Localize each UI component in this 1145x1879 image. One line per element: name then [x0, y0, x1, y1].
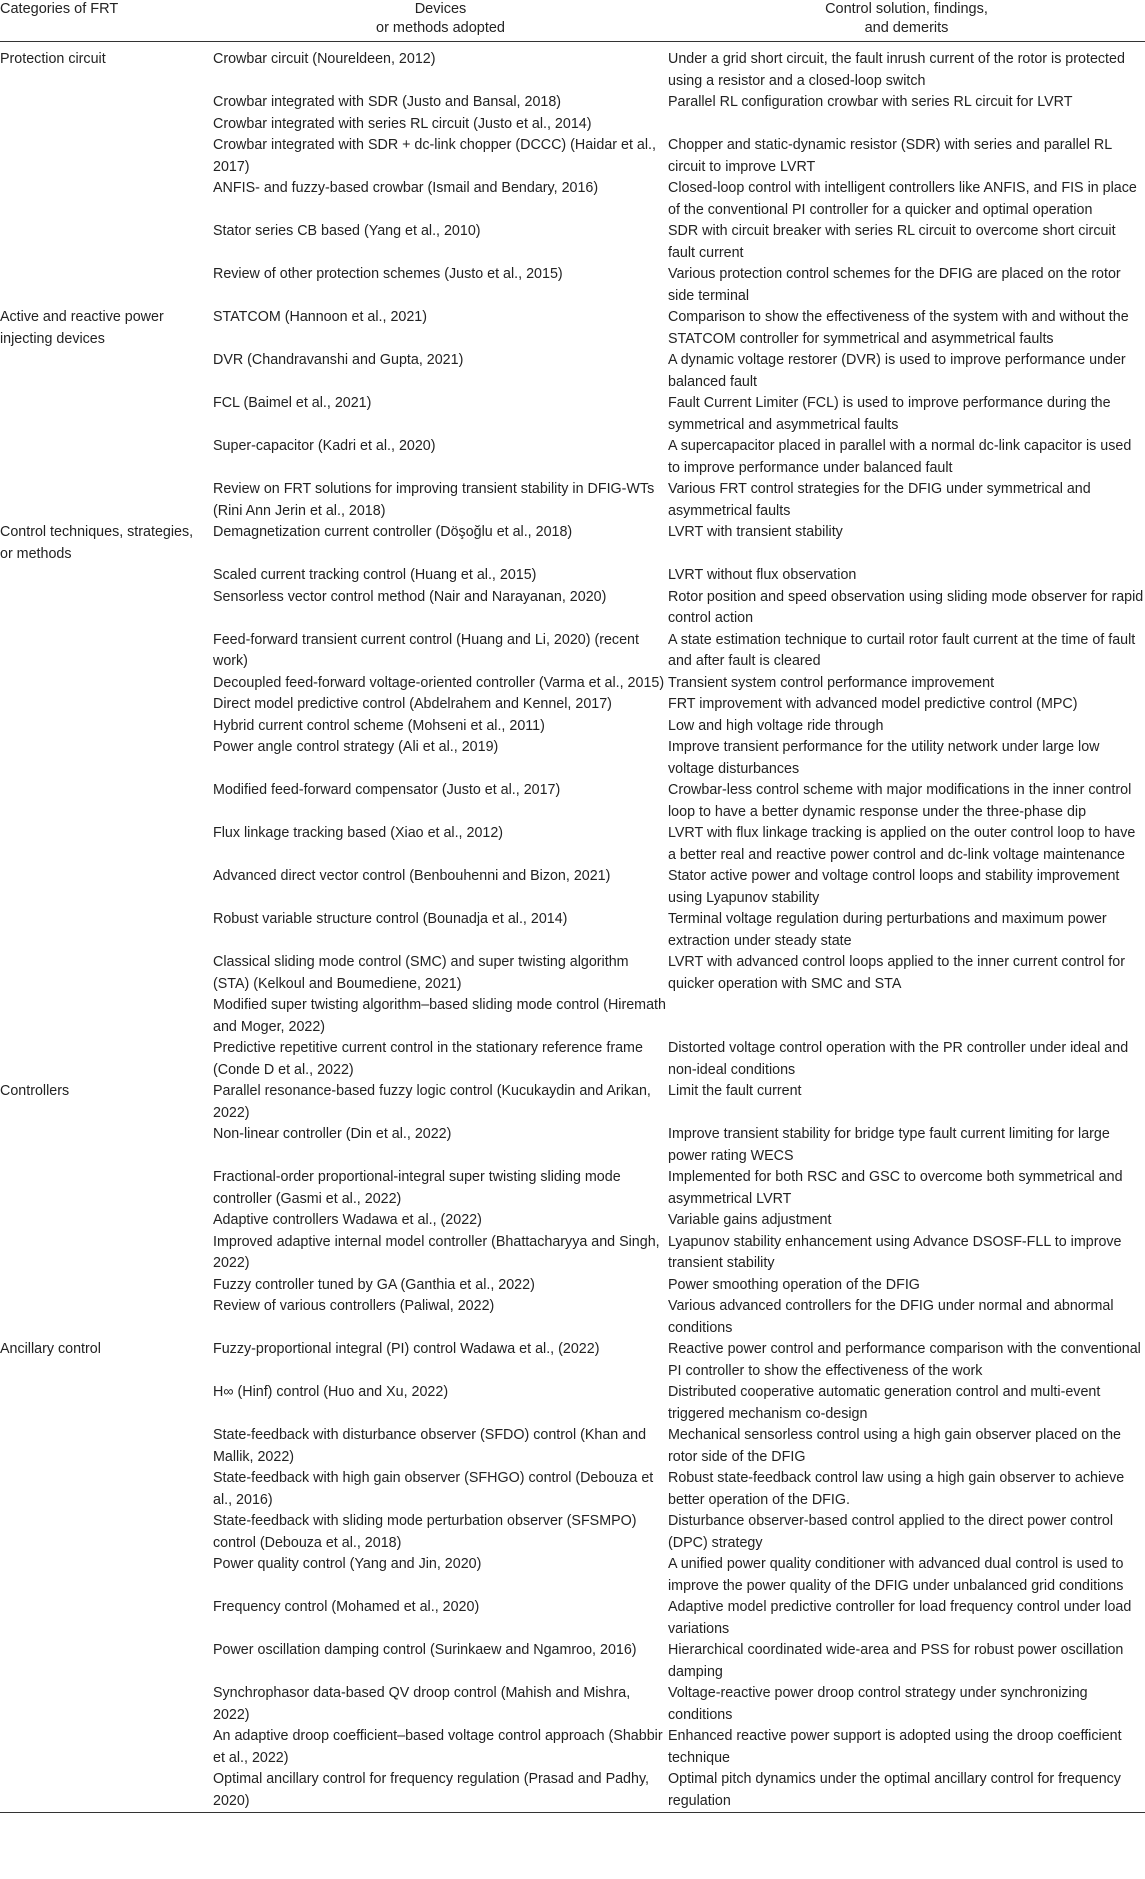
table-row: [0, 780, 1145, 823]
device-cell: Power oscillation damping control (Surinkaew and Ngamroo, 2016): [213, 1642, 637, 1658]
table-row: [0, 1382, 1145, 1425]
device-cell: Hybrid current control scheme (Mohseni et al., 2011): [213, 717, 545, 734]
device-cell: Fuzzy-proportional integral (PI) control Wadawa et al., (2022): [213, 1341, 600, 1357]
device-cell: Power angle control strategy (Ali et al., 2019): [213, 739, 499, 755]
device-cell: Improved adaptive internal model controller (Bhattacharyya and Singh, 2022): [213, 1233, 660, 1271]
table-header: [0, 0, 1145, 42]
device-cell: Optimal ancillary control for frequency regulation (Prasad and Padhy, 2020): [213, 1769, 668, 1813]
solution-cell: Lyapunov stability enhancement using Advance DSOSF-FLL to improve transient stability: [668, 1233, 1122, 1271]
device-cell: Adaptive controllers Wadawa et al., (2022): [213, 1212, 482, 1228]
table-row: [0, 565, 1145, 587]
category-cell: [0, 630, 213, 673]
header-categories: [0, 0, 213, 42]
device-cell: Crowbar integrated with SDR (Justo and Bansal, 2018): [213, 94, 562, 110]
device-cell: Decoupled feed-forward voltage-oriented controller (Varma et al., 2015): [213, 674, 665, 691]
table-row: [0, 1124, 1145, 1167]
device-cell: Modified super twisting algorithm–based sliding mode control (Hiremath and Moger, 2022): [213, 997, 666, 1035]
solution-cell: Implemented for both RSC and GSC to overcome both symmetrical and asymmetrical LVRT: [668, 1169, 1123, 1207]
device-cell: Demagnetization current controller (Döşoğlu et al., 2018): [213, 524, 573, 540]
table-row: [0, 135, 1145, 178]
device-cell: Non-linear controller (Din et al., 2022): [213, 1126, 452, 1142]
category-cell: [0, 1769, 213, 1813]
device-cell: Sensorless vector control method (Nair and Narayanan, 2020): [213, 588, 607, 605]
solution-cell: Comparison to show the effectiveness of the system with and without the STATCOM controller for symmetrical and asymmetrical faults: [668, 309, 1129, 347]
category-cell: [0, 393, 213, 436]
table-row: [0, 952, 1145, 995]
category-cell: [0, 909, 213, 952]
table-row: [0, 1769, 1145, 1813]
solution-cell: Limit the fault current: [668, 1083, 802, 1099]
table-row: [0, 630, 1145, 673]
solution-cell: Parallel RL configuration crowbar with series RL circuit for LVRT: [668, 94, 1073, 110]
device-cell: Review of various controllers (Paliwal, 2022): [213, 1298, 495, 1314]
table-row: [0, 716, 1145, 738]
device-cell: H∞ (Hinf) control (Huo and Xu, 2022): [213, 1384, 449, 1400]
header-categories-line: Categories of FRT: [0, 1, 119, 17]
category-cell: [0, 436, 213, 479]
table-body: [0, 42, 1145, 1813]
category-cell: [0, 1640, 213, 1683]
table-row: [0, 479, 1145, 522]
solution-cell: Improve transient stability for bridge type fault current limiting for large power rating WECS: [668, 1126, 1110, 1164]
solution-cell: Various advanced controllers for the DFIG under normal and abnormal conditions: [668, 1298, 1114, 1336]
category-cell: [0, 1554, 213, 1597]
category-cell: [0, 1296, 213, 1339]
solution-cell: Distributed cooperative automatic generation control and multi-event triggered mechanism co-design: [668, 1384, 1101, 1422]
device-cell: An adaptive droop coefficient–based voltage control approach (Shabbir et al., 2022): [213, 1728, 663, 1766]
category-cell: [0, 114, 213, 136]
table-row: [0, 995, 1145, 1038]
category-cell: [0, 1425, 213, 1468]
solution-cell: Various protection control schemes for the DFIG are placed on the rotor side terminal: [668, 266, 1121, 304]
solution-cell: Reactive power control and performance comparison with the conventional PI controller to show the effectiveness of the work: [668, 1341, 1141, 1379]
table-row: [0, 1232, 1145, 1275]
table-row: [0, 1296, 1145, 1339]
header-devices-line-1: Devices: [414, 1, 467, 17]
solution-cell: FRT improvement with advanced model predictive control (MPC): [668, 696, 1078, 712]
category-cell: Control techniques, strategies, or methods: [0, 524, 194, 562]
table-row: [0, 1640, 1145, 1683]
table-row: [0, 221, 1145, 264]
header-control-solution-line-2: and demerits: [864, 20, 949, 36]
table-row: [0, 350, 1145, 393]
table-row: [0, 1425, 1145, 1468]
category-cell: [0, 565, 213, 587]
device-cell: Crowbar integrated with SDR + dc-link chopper (DCCC) (Haidar et al., 2017): [213, 137, 656, 175]
device-cell: Predictive repetitive current control in the stationary reference frame (Conde D et al., 2022): [213, 1040, 643, 1078]
solution-cell: Variable gains adjustment: [668, 1212, 832, 1228]
table-row: [0, 909, 1145, 952]
table-row: [0, 92, 1145, 114]
table-row: [0, 737, 1145, 780]
device-cell: State-feedback with disturbance observer (SFDO) control (Khan and Mallik, 2022): [213, 1427, 647, 1465]
table-row: [0, 178, 1145, 221]
device-cell: Direct model predictive control (Abdelrahem and Kennel, 2017): [213, 696, 612, 712]
solution-cell: A dynamic voltage restorer (DVR) is used to improve performance under balanced fault: [668, 352, 1126, 390]
category-cell: [0, 1275, 213, 1297]
category-cell: [0, 1726, 213, 1769]
solution-cell: Optimal pitch dynamics under the optimal ancillary control for frequency regulation: [668, 1769, 1145, 1813]
header-control-solution-line-1: Control solution, findings,: [825, 1, 988, 17]
solution-cell: Terminal voltage regulation during perturbations and maximum power extraction under steady state: [668, 911, 1107, 949]
header-devices-line-2: or methods adopted: [376, 20, 505, 36]
solution-cell: LVRT with transient stability: [668, 524, 843, 540]
table-row: [0, 1038, 1145, 1081]
category-cell: [0, 1468, 213, 1511]
solution-cell: Distorted voltage control operation with the PR controller under ideal and non-ideal conditions: [668, 1040, 1129, 1078]
category-cell: [0, 1597, 213, 1640]
table-row: [0, 823, 1145, 866]
solution-cell: Under a grid short circuit, the fault inrush current of the rotor is protected using a resistor and a closed-loop switch: [668, 51, 1125, 89]
solution-cell: Adaptive model predictive controller for load frequency control under load variations: [668, 1599, 1132, 1637]
table-row: [0, 393, 1145, 436]
category-cell: [0, 823, 213, 866]
category-cell: [0, 1232, 213, 1275]
solution-cell: Rotor position and speed observation using sliding mode observer for rapid control action: [668, 588, 1144, 626]
solution-cell: Crowbar-less control scheme with major modifications in the inner control loop to have a better dynamic response under the three-phase dip: [668, 782, 1132, 820]
category-cell: Controllers: [0, 1083, 70, 1099]
device-cell: Review on FRT solutions for improving transient stability in DFIG-WTs (Rini Ann Jerin et al., 2018): [213, 481, 655, 519]
device-cell: Synchrophasor data-based QV droop control (Mahish and Mishra, 2022): [213, 1685, 631, 1723]
solution-cell: Stator active power and voltage control loops and stability improvement using Lyapunov stability: [668, 868, 1120, 906]
device-cell: Crowbar circuit (Noureldeen, 2012): [213, 51, 436, 67]
solution-cell: SDR with circuit breaker with series RL circuit to overcome short circuit fault current: [668, 223, 1116, 261]
solution-cell: Hierarchical coordinated wide-area and PSS for robust power oscillation damping: [668, 1642, 1124, 1680]
device-cell: Frequency control (Mohamed et al., 2020): [213, 1599, 480, 1615]
solution-cell: Enhanced reactive power support is adopted using the droop coefficient technique: [668, 1728, 1122, 1766]
solution-cell: A state estimation technique to curtail rotor fault current at the time of fault and after fault is cleared: [668, 631, 1136, 669]
device-cell: Crowbar integrated with series RL circuit (Justo et al., 2014): [213, 115, 592, 132]
category-cell: [0, 1210, 213, 1232]
category-cell: Active and reactive power injecting devices: [0, 309, 164, 347]
solution-cell: LVRT with flux linkage tracking is applied on the outer control loop to have a better real and reactive power control and dc-link voltage maintenance: [668, 825, 1136, 863]
solution-cell: A supercapacitor placed in parallel with a normal dc-link capacitor is used to improve performance under balanced fault: [668, 438, 1132, 476]
table-row: [0, 673, 1145, 695]
device-cell: Fuzzy controller tuned by GA (Ganthia et al., 2022): [213, 1276, 535, 1293]
table-row: [0, 42, 1145, 93]
solution-cell: LVRT with advanced control loops applied to the inner current control for quicker operation with SMC and STA: [668, 954, 1125, 992]
solution-cell: Fault Current Limiter (FCL) is used to improve performance during the symmetrical and asymmetrical faults: [668, 395, 1111, 433]
category-cell: [0, 1167, 213, 1210]
header-control-solution: [668, 0, 1145, 42]
table-row: [0, 1081, 1145, 1124]
table-row: [0, 1597, 1145, 1640]
table-row: [0, 1210, 1145, 1232]
device-cell: Flux linkage tracking based (Xiao et al., 2012): [213, 825, 504, 841]
device-cell: State-feedback with sliding mode perturbation observer (SFSMPO) control (Debouza et al., 2018): [213, 1513, 637, 1551]
device-cell: State-feedback with high gain observer (SFHGO) control (Debouza et al., 2016): [213, 1470, 654, 1508]
category-cell: [0, 716, 213, 738]
category-cell: [0, 952, 213, 995]
solution-cell: [668, 114, 1145, 136]
category-cell: Protection circuit: [0, 51, 106, 67]
table-row: [0, 264, 1145, 307]
solution-cell: A unified power quality conditioner with advanced dual control is used to improve the power quality of the DFIG under unbalanced grid conditions: [668, 1556, 1124, 1594]
table-row: [0, 436, 1145, 479]
table-row: [0, 114, 1145, 136]
table-row: [0, 1275, 1145, 1297]
device-cell: Stator series CB based (Yang et al., 2010): [213, 223, 481, 239]
category-cell: [0, 1382, 213, 1425]
table-row: [0, 1468, 1145, 1511]
category-cell: [0, 587, 213, 630]
device-cell: DVR (Chandravanshi and Gupta, 2021): [213, 352, 464, 368]
device-cell: Review of other protection schemes (Justo et al., 2015): [213, 266, 563, 282]
category-cell: [0, 350, 213, 393]
solution-cell: Transient system control performance improvement: [668, 674, 995, 691]
solution-cell: Mechanical sensorless control using a high gain observer placed on the rotor side of the DFIG: [668, 1427, 1122, 1465]
solution-cell: Voltage-reactive power droop control strategy under synchronizing conditions: [668, 1685, 1088, 1723]
solution-cell: [668, 995, 1145, 1038]
device-cell: Robust variable structure control (Bounadja et al., 2014): [213, 911, 568, 927]
category-cell: [0, 1038, 213, 1081]
category-cell: [0, 694, 213, 716]
category-cell: [0, 92, 213, 114]
table-row: [0, 587, 1145, 630]
category-cell: [0, 673, 213, 695]
solution-cell: Improve transient performance for the utility network under large low voltage disturbances: [668, 739, 1100, 777]
device-cell: STATCOM (Hannoon et al., 2021): [213, 309, 428, 325]
header-row: [0, 0, 1145, 42]
device-cell: Parallel resonance-based fuzzy logic control (Kucukaydin and Arikan, 2022): [213, 1083, 651, 1121]
device-cell: Power quality control (Yang and Jin, 2020): [213, 1556, 482, 1572]
category-cell: Ancillary control: [0, 1341, 101, 1357]
solution-cell: Chopper and static-dynamic resistor (SDR) with series and parallel RL circuit to improve LVRT: [668, 137, 1112, 175]
table-row: [0, 307, 1145, 350]
solution-cell: Robust state-feedback control law using a high gain observer to achieve better operation of the DFIG.: [668, 1470, 1125, 1508]
category-cell: [0, 178, 213, 221]
header-devices: [213, 0, 668, 42]
solution-cell: Various FRT control strategies for the DFIG under symmetrical and asymmetrical faults: [668, 481, 1091, 519]
solution-cell: Disturbance observer-based control applied to the direct power control (DPC) strategy: [668, 1513, 1114, 1551]
table-row: [0, 866, 1145, 909]
device-cell: Feed-forward transient current control (Huang and Li, 2020) (recent work): [213, 631, 639, 669]
table-row: [0, 1683, 1145, 1726]
category-cell: [0, 264, 213, 307]
solution-cell: LVRT without flux observation: [668, 567, 857, 583]
category-cell: [0, 135, 213, 178]
device-cell: Advanced direct vector control (Benbouhenni and Bizon, 2021): [213, 868, 611, 884]
device-cell: Scaled current tracking control (Huang et al., 2015): [213, 567, 537, 583]
table-row: [0, 1726, 1145, 1769]
solution-cell: Low and high voltage ride through: [668, 717, 884, 734]
category-cell: [0, 866, 213, 909]
category-cell: [0, 1511, 213, 1554]
table-row: [0, 1511, 1145, 1554]
category-cell: [0, 995, 213, 1038]
device-cell: Modified feed-forward compensator (Justo et al., 2017): [213, 782, 561, 798]
category-cell: [0, 780, 213, 823]
device-cell: FCL (Baimel et al., 2021): [213, 395, 372, 411]
table-row: [0, 1554, 1145, 1597]
table-row: [0, 1339, 1145, 1382]
device-cell: ANFIS- and fuzzy-based crowbar (Ismail and Bendary, 2016): [213, 180, 599, 196]
category-cell: [0, 1683, 213, 1726]
table-row: [0, 694, 1145, 716]
device-cell: Fractional-order proportional-integral super twisting sliding mode controller (Gasmi et al., 2022): [213, 1169, 621, 1207]
solution-cell: Closed-loop control with intelligent controllers like ANFIS, and FIS in place of the conventional PI controller for a quicker and optimal operation: [668, 180, 1137, 218]
category-cell: [0, 1124, 213, 1167]
device-cell: Super-capacitor (Kadri et al., 2020): [213, 438, 436, 454]
category-cell: [0, 737, 213, 780]
category-cell: [0, 479, 213, 522]
solution-cell: Power smoothing operation of the DFIG: [668, 1276, 920, 1293]
category-cell: [0, 221, 213, 264]
table-row: [0, 522, 1145, 565]
device-cell: Classical sliding mode control (SMC) and super twisting algorithm (STA) (Kelkoul and Boumediene, 2021): [213, 954, 629, 992]
table-row: [0, 1167, 1145, 1210]
